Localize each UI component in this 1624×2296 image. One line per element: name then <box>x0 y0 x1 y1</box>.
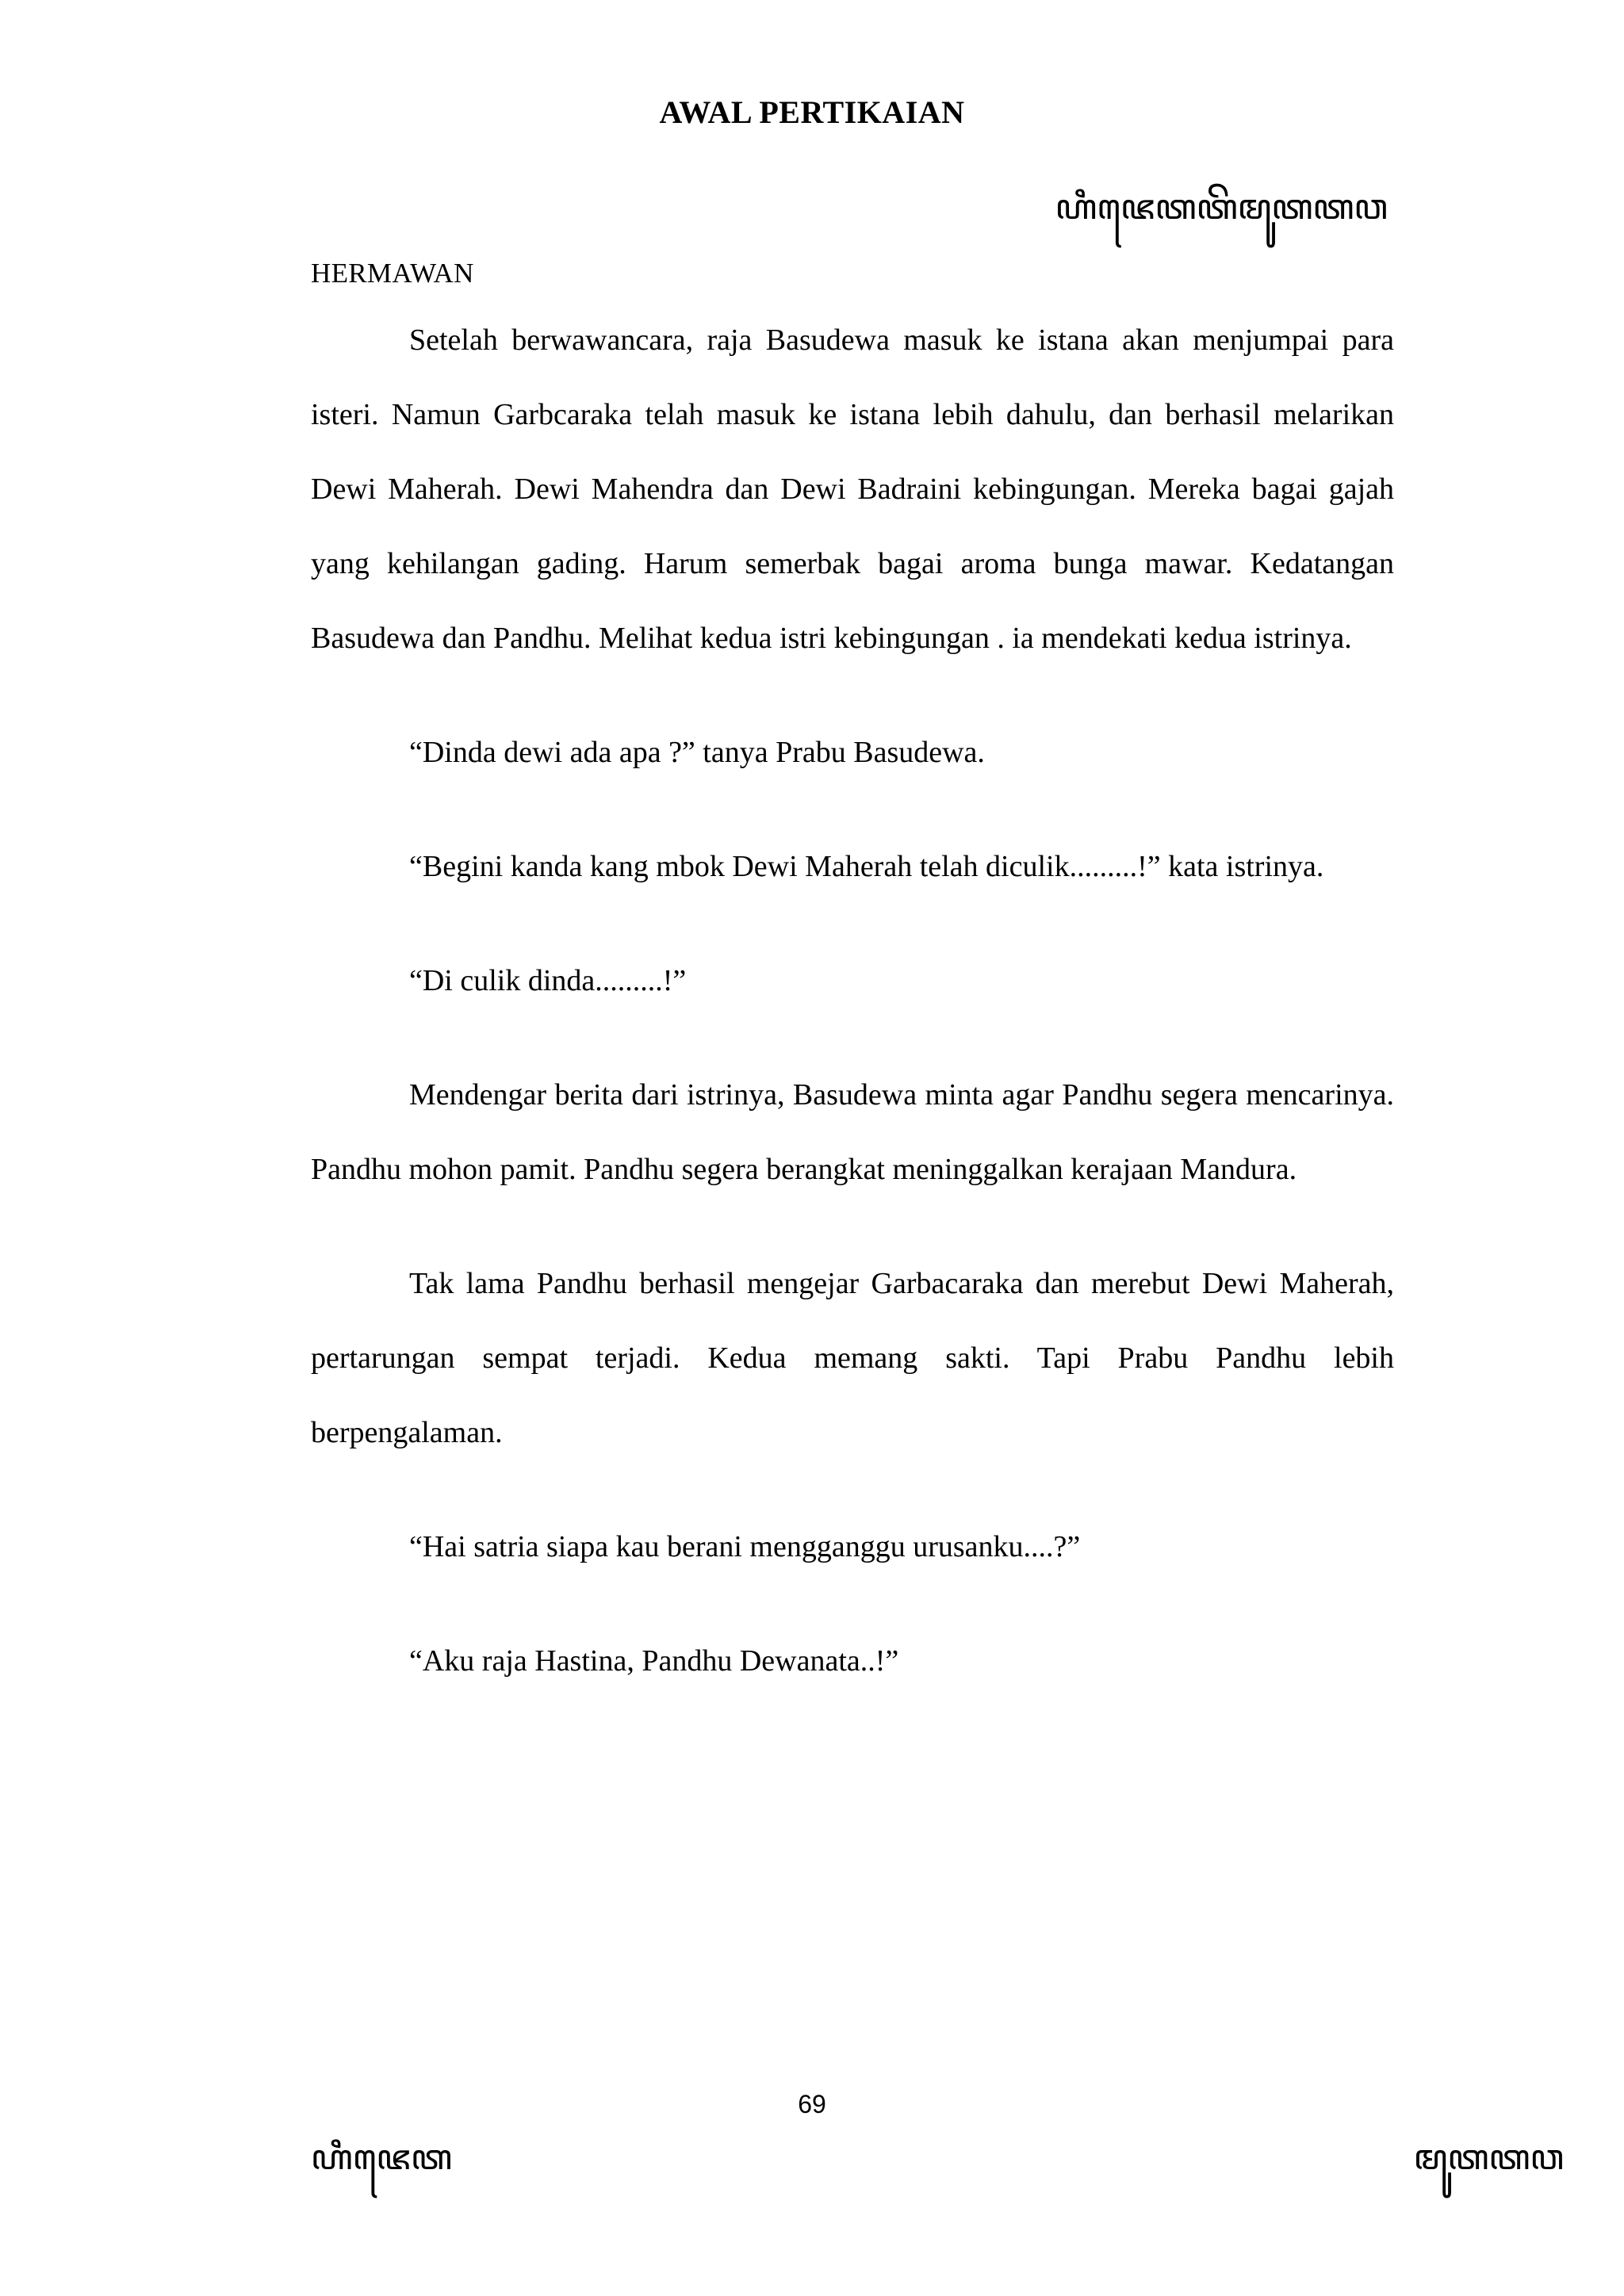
body-text <box>311 303 1394 1698</box>
paragraph: “Aku raja Hastina, Pandhu Dewanata..!” <box>409 1644 899 1678</box>
page-title: AWAL PERTIKAIAN <box>659 94 965 130</box>
paragraph: “Hai satria siapa kau berani mengganggu urusanku....?” <box>409 1530 1081 1563</box>
footer-javanese-script-right: ꦩꦸꦠꦠꦮ <box>1413 2137 1564 2178</box>
paragraph: Mendengar berita dari istrinya, Basudewa minta agar Pandhu segera mencarinya. Pandhu mohon pamit. Pandhu segera berangkat meninggalkan kerajaan Mandura. <box>311 1078 1394 1186</box>
paragraph: “Di culik dinda.........!” <box>409 964 687 997</box>
author-name: HERMAWAN <box>311 258 474 289</box>
paragraph: Setelah berwawancara, raja Basudewa masuk ke istana akan menjumpai para isteri. Namun Garbcaraka telah masuk ke istana lebih dahulu, dan berhasil melarikan Dewi Maherah. Dewi Mahendra dan Dewi Badraini kebingungan. Mereka bagai gajah yang kehilangan gading. Harum semerbak bagai aroma bunga mawar. Kedatangan Basudewa dan Pandhu. Melihat kedua istri kebingungan . ia mendekati kedua istrinya. <box>311 323 1394 655</box>
paragraph: “Begini kanda kang mbok Dewi Maherah telah diculik.........!” kata istrinya. <box>409 850 1324 883</box>
paragraph: “Dinda dewi ada apa ?” tanya Prabu Basudewa. <box>409 736 985 769</box>
header-javanese-script: ꦲꦶꦗꦺꦠꦠꦼꦩꦸꦠꦠꦮ <box>1055 187 1388 228</box>
footer-javanese-script-left: ꦲꦶꦗꦺꦠ <box>311 2137 453 2178</box>
page-number: 69 <box>798 2090 826 2118</box>
paragraph: Tak lama Pandhu berhasil mengejar Garbacaraka dan merebut Dewi Maherah, pertarungan sempat terjadi. Kedua memang sakti. Tapi Prabu Pandhu lebih berpengalaman. <box>311 1267 1394 1449</box>
